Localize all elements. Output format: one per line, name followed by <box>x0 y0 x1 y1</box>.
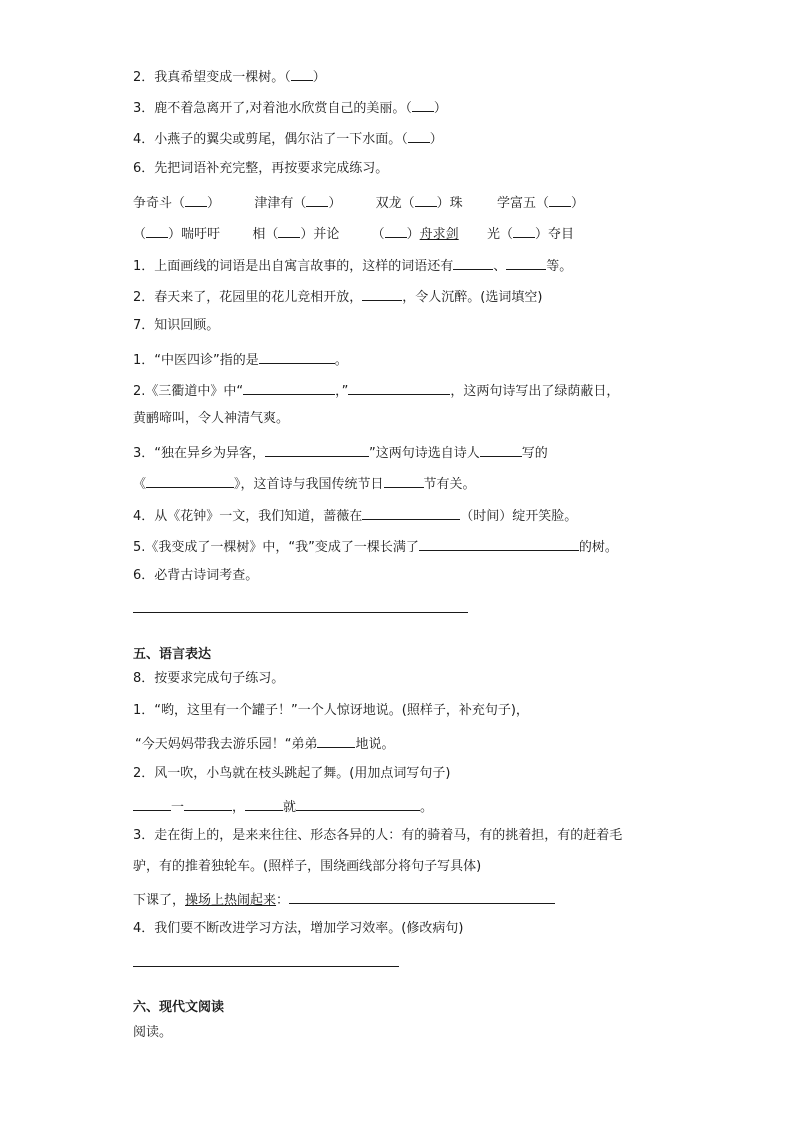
answer-blank[interactable] <box>408 128 430 143</box>
question-7-sub-6: 6．必背古诗词考查。 <box>133 568 259 583</box>
answer-blank[interactable] <box>133 796 171 811</box>
question-6-title: 6．先把词语补充完整，再按要求完成练习。 <box>133 161 389 176</box>
answer-blank[interactable] <box>317 733 355 748</box>
reading-intro: 阅读。 <box>133 1025 173 1040</box>
section-5-title: 五、语言表达 <box>133 647 212 662</box>
judge-item-3: 3．鹿不着急离开了,对着池水欣赏自己的美丽。（ ） <box>133 97 447 118</box>
answer-blank[interactable] <box>362 505 460 520</box>
question-8-sub-3-task: 下课了，操场上热闹起来： <box>133 889 555 910</box>
answer-blank[interactable] <box>506 255 546 270</box>
answer-blank[interactable] <box>259 349 335 364</box>
answer-blank[interactable] <box>384 473 424 488</box>
question-7-sub-3: 3．“独在异乡为异客， ”这两句诗选自诗人 写的 <box>133 442 548 463</box>
answer-blank[interactable] <box>184 796 232 811</box>
question-8-sub-3: 3．走在街上的，是来来往往、形态各异的人：有的骑着马，有的挑着担，有的赶着毛 <box>133 828 623 843</box>
question-8-sub-4: 4．我们要不断改进学习方法，增加学习效率。(修改病句) <box>133 921 464 936</box>
question-8-title: 8．按要求完成句子练习。 <box>133 671 285 686</box>
underlined-idiom: 舟求剑 <box>419 227 459 242</box>
judge-item-2: 2．我真希望变成一棵树。（ ） <box>133 66 326 87</box>
answer-blank[interactable] <box>412 97 434 112</box>
answer-blank[interactable] <box>453 255 493 270</box>
answer-blank[interactable] <box>185 192 207 207</box>
question-6-sub-1: 1．上面画线的词语是出自寓言故事的，这样的词语还有 、 等。 <box>133 255 572 276</box>
question-7-sub-5: 5.《我变成了一棵树》中，“我”变成了一棵长满了 的树。 <box>133 536 618 557</box>
answer-blank[interactable] <box>146 223 168 238</box>
question-7-sub-1: 1．“中医四诊”指的是 。 <box>133 349 348 370</box>
answer-blank[interactable] <box>348 380 450 395</box>
answer-blank[interactable] <box>245 796 283 811</box>
answer-blank[interactable] <box>243 380 335 395</box>
question-7-sub-2: 2.《三衢道中》中“ ，” ，这两句诗写出了绿荫蔽日， <box>133 380 619 401</box>
question-7-sub-4: 4．从《花钟》一文，我们知道，蔷薇在 （时间）绽开笑脸。 <box>133 505 577 526</box>
answer-blank[interactable] <box>549 192 571 207</box>
idiom-row-1: 争奇斗（ ） 津津有（ ） 双龙（ ）珠 学富五（ ） <box>133 192 584 213</box>
answer-blank[interactable] <box>362 286 402 301</box>
answer-blank[interactable] <box>385 223 407 238</box>
answer-blank[interactable] <box>278 223 300 238</box>
answer-blank[interactable] <box>296 796 420 811</box>
question-8-sub-1: 1．“哟，这里有一个罐子！”一个人惊讶地说。(照样子，补充句子)， <box>133 703 529 718</box>
question-8-sub-3-cont: 驴，有的推着独轮车。(照样子，围绕画线部分将句子写具体) <box>133 859 482 874</box>
answer-line[interactable] <box>133 966 399 967</box>
idiom-row-2: （ ）喘吁吁 相（ ）并论 （ ）舟求剑 光（ ）夺目 <box>133 223 574 244</box>
answer-blank[interactable] <box>419 536 579 551</box>
answer-blank[interactable] <box>289 889 555 904</box>
answer-line[interactable] <box>133 612 468 613</box>
question-7-title: 7．知识回顾。 <box>133 318 220 333</box>
answer-blank[interactable] <box>513 223 535 238</box>
section-6-title: 六、现代文阅读 <box>133 1000 225 1015</box>
answer-blank[interactable] <box>306 192 328 207</box>
answer-blank[interactable] <box>265 442 369 457</box>
question-7-sub-3-cont: 《 》，这首诗与我国传统节日 节有关。 <box>133 473 476 494</box>
answer-blank[interactable] <box>146 473 234 488</box>
answer-blank[interactable] <box>480 442 522 457</box>
question-8-sub-1-task: “今天妈妈带我去游乐园！“弟弟 地说。 <box>135 733 395 754</box>
question-6-sub-2: 2．春天来了，花园里的花儿竞相开放， ，令人沉醉。(选词填空) <box>133 286 542 307</box>
question-8-sub-2: 2．风一吹，小鸟就在枝头跳起了舞。(用加点词写句子) <box>133 766 451 781</box>
answer-blank[interactable] <box>415 192 437 207</box>
underlined-phrase: 操场上热闹起来 <box>185 893 277 908</box>
question-8-sub-2-task: 一 ， 就 。 <box>133 796 433 817</box>
judge-item-4: 4．小燕子的翼尖或剪尾，偶尔沾了一下水面。（ ） <box>133 128 443 149</box>
answer-blank[interactable] <box>291 66 313 81</box>
question-7-sub-2-cont: 黄鹂啼叫，令人神清气爽。 <box>133 411 290 426</box>
